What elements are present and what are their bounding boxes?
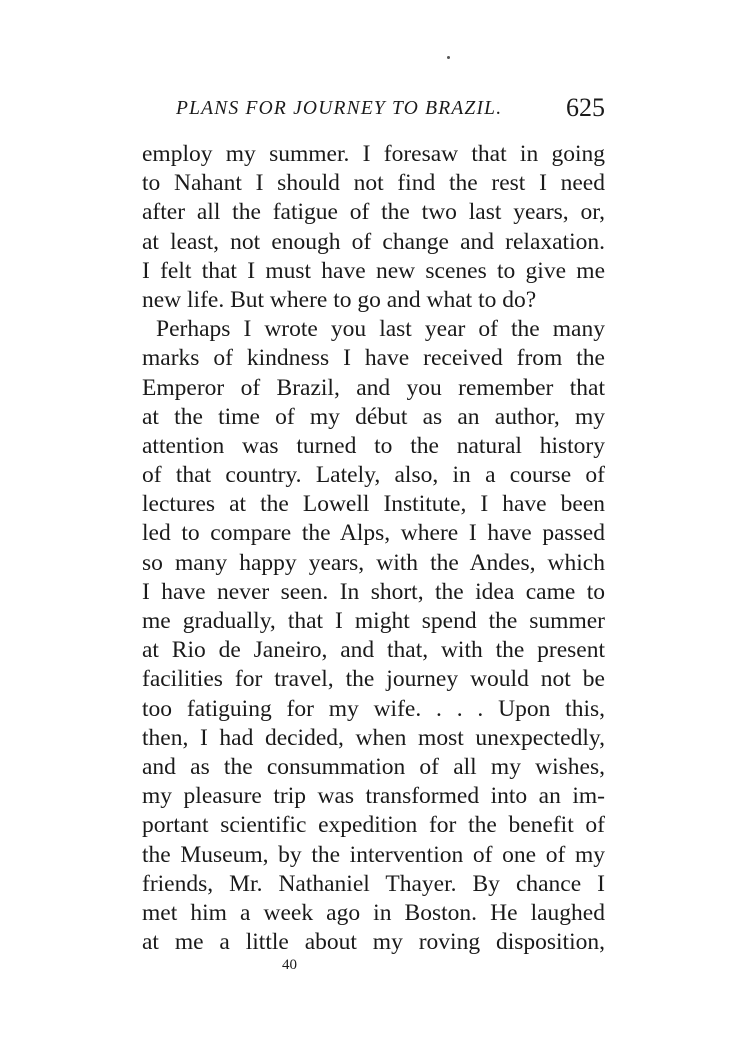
text-line: to Nahant I should not find the rest I need	[142, 170, 605, 197]
text-line: at Rio de Janeiro, and that, with the present	[142, 637, 605, 664]
text-line: lectures at the Lowell Institute, I have been	[142, 491, 605, 518]
text-line: led to compare the Alps, where I have passed	[142, 520, 605, 547]
text-line: employ my summer. I foresaw that in going	[142, 141, 605, 167]
page-number: 625	[566, 93, 605, 122]
text-line: at least, not enough of change and relaxation.	[142, 228, 605, 255]
text-line: I felt that I must have new scenes to give me	[142, 257, 605, 284]
text-line: so many happy years, with the Andes, which	[142, 549, 605, 576]
text-line: my pleasure trip was transformed into an im-	[142, 783, 605, 810]
text-line: Perhaps I wrote you last year of the many	[156, 316, 605, 343]
text-line: at me a little about my roving disposition,	[142, 929, 605, 956]
body-text	[142, 140, 605, 957]
ink-speck	[447, 56, 450, 59]
running-head	[142, 93, 605, 126]
text-line: marks of kindness I have received from the	[142, 345, 605, 372]
text-line: too fatiguing for my wife. . . . Upon this,	[142, 695, 605, 722]
text-line: the Museum, by the intervention of one of my	[142, 841, 605, 868]
text-line: portant scientific expedition for the benefit of	[142, 812, 605, 839]
text-line: facilities for travel, the journey would not be	[142, 666, 605, 693]
text-line: I have never seen. In short, the idea came to	[142, 578, 605, 605]
text-line: at the time of my début as an author, my	[142, 403, 605, 430]
signature-mark: 40	[282, 957, 297, 973]
text-line: new life. But where to go and what to do?	[142, 286, 537, 313]
text-line: after all the fatigue of the two last years, or,	[142, 199, 605, 226]
text-line: attention was turned to the natural history	[142, 432, 605, 459]
text-line: Emperor of Brazil, and you remember that	[142, 374, 605, 401]
text-line: of that country. Lately, also, in a course of	[142, 462, 605, 489]
text-line: friends, Mr. Nathaniel Thayer. By chance I	[142, 870, 605, 897]
text-line: and as the consummation of all my wishes,	[142, 753, 605, 780]
running-title: PLANS FOR JOURNEY TO BRAZIL.	[176, 98, 503, 119]
text-line: me gradually, that I might spend the summer	[142, 608, 605, 634]
text-line: then, I had decided, when most unexpectedly,	[142, 724, 605, 751]
text-line: met him a week ago in Boston. He laughed	[142, 899, 605, 926]
